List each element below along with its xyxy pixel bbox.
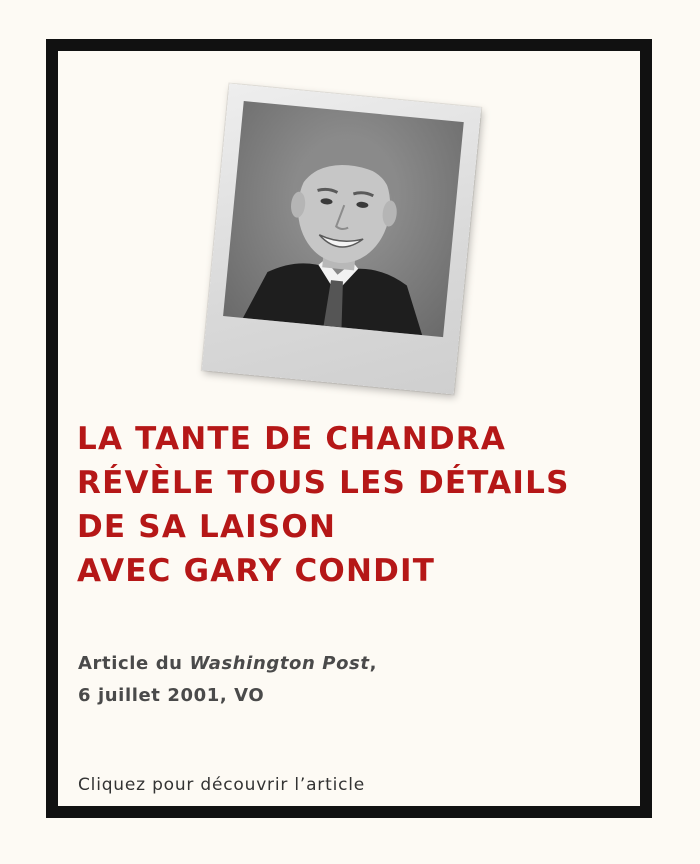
date-line: 6 juillet 2001, VO (78, 685, 265, 706)
article-meta (78, 648, 618, 712)
headline-line-1: LA TANTE DE CHANDRA (77, 421, 507, 457)
headline-line-2: RÉVÈLE TOUS LES DÉTAILS (77, 465, 570, 501)
headline-line-3: DE SA LAISON (77, 509, 337, 545)
article-card[interactable] (46, 39, 652, 818)
source-prefix: Article du (78, 653, 190, 674)
source-comma: , (369, 653, 378, 674)
headline (77, 417, 637, 593)
portrait-photo (223, 101, 464, 337)
headline-line-4: AVEC GARY CONDIT (77, 553, 436, 589)
polaroid-frame (202, 84, 481, 395)
source-name: Washington Post (189, 653, 370, 674)
source-line (78, 648, 618, 680)
open-article-link[interactable]: Cliquez pour découvrir l’article (78, 775, 366, 795)
